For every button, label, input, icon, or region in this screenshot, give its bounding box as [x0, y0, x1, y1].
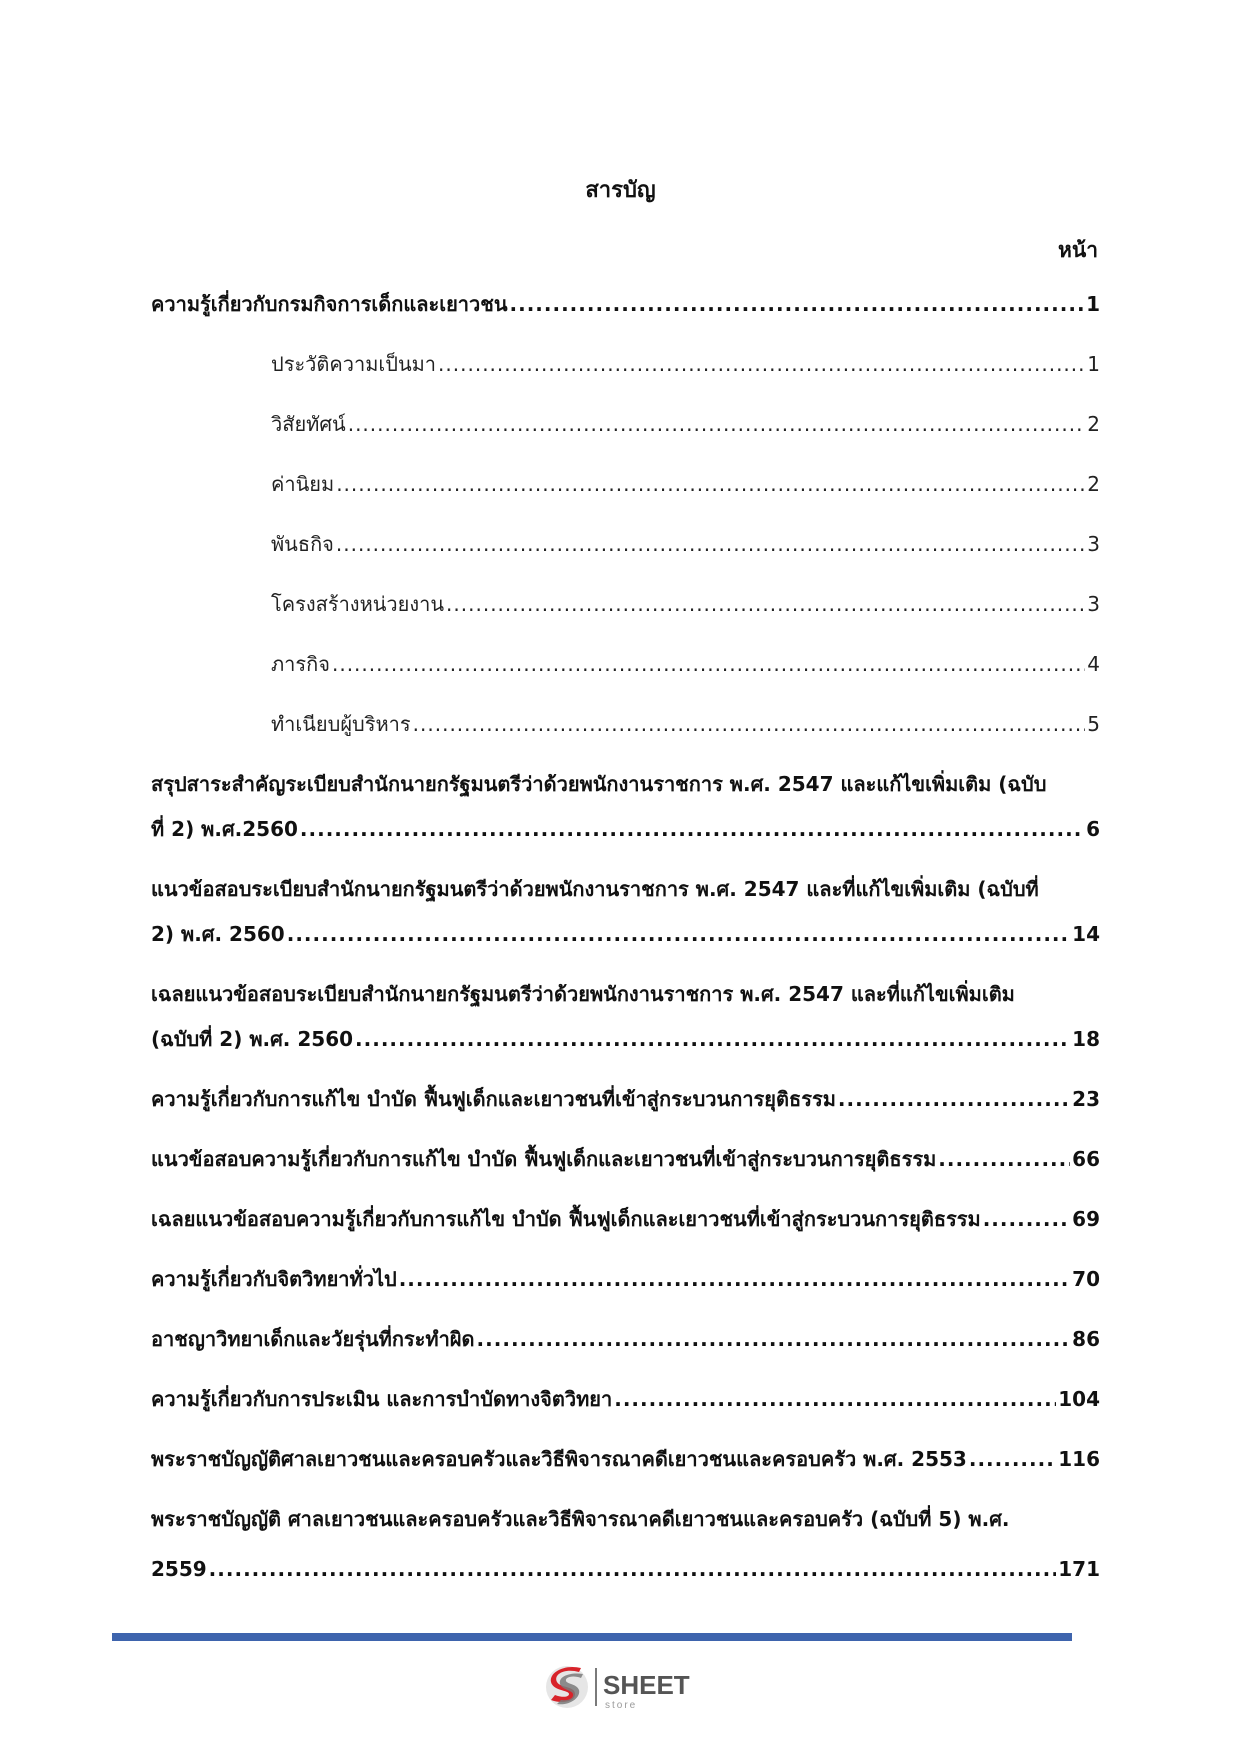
toc-entry-label: ความรู้เกี่ยวกับการประเมิน และการบำบัดทางจิตวิทยา [151, 1387, 613, 1411]
toc-entry[interactable] [151, 1385, 1100, 1413]
toc-entry-page: 70 [1072, 1267, 1100, 1291]
toc-entry-page: 23 [1072, 1087, 1100, 1111]
toc-entry-label: แนวข้อสอบความรู้เกี่ยวกับการแก้ไข บำบัด ฟื้นฟูเด็กและเยาวชนที่เข้าสู่กระบวนการยุติธรรม [151, 1147, 937, 1171]
toc-entry-page: 14 [1072, 922, 1100, 946]
toc-entry-line1[interactable] [151, 875, 1100, 903]
toc-entry-page: 116 [1058, 1447, 1100, 1471]
toc-entry[interactable] [151, 1445, 1100, 1473]
toc-entry-label: ความรู้เกี่ยวกับการแก้ไข บำบัด ฟื้นฟูเด็กและเยาวชนที่เข้าสู่กระบวนการยุติธรรม [151, 1087, 836, 1111]
toc-entry-label: ที่ 2) พ.ศ.2560 [151, 817, 298, 841]
toc-entry[interactable] [151, 1555, 1100, 1583]
toc-leader-dots [446, 590, 1085, 618]
toc-entry-label: ประวัติความเป็นมา [271, 352, 437, 376]
svg-text:store: store [605, 1700, 638, 1711]
page-column-header: หน้า [1058, 238, 1098, 262]
toc-leader-dots [399, 1265, 1070, 1293]
toc-leader-dots [438, 350, 1085, 378]
toc-leader-dots [510, 290, 1085, 318]
toc-leader-dots [209, 1555, 1057, 1583]
toc-entry-label: (ฉบับที่ 2) พ.ศ. 2560 [151, 1027, 354, 1051]
toc-subentry[interactable] [271, 650, 1100, 678]
toc-subentry[interactable] [271, 410, 1100, 438]
toc-leader-dots [969, 1445, 1056, 1473]
toc-subentry[interactable] [271, 530, 1100, 558]
toc-entry-label: สรุปสาระสำคัญระเบียบสำนักนายกรัฐมนตรีว่าด้วยพนักงานราชการ พ.ศ. 2547 และแก้ไขเพิ่มเติม (ฉบับ [151, 772, 1047, 796]
toc-leader-dots [300, 815, 1084, 843]
footer-rule [112, 1633, 1072, 1641]
toc-entry-label: ความรู้เกี่ยวกับกรมกิจการเด็กและเยาวชน [151, 292, 508, 316]
toc-leader-dots [838, 1085, 1070, 1113]
toc-leader-dots [336, 530, 1085, 558]
toc-subentry[interactable] [271, 710, 1100, 738]
toc-entry[interactable] [151, 1325, 1100, 1353]
toc-entry-label: ทำเนียบผู้บริหาร [271, 712, 411, 736]
toc-entry-label: วิสัยทัศน์ [271, 412, 346, 436]
toc-entry-page: 86 [1072, 1327, 1100, 1351]
toc-entry-page: 104 [1058, 1387, 1100, 1411]
toc-entry-page: 5 [1087, 712, 1100, 736]
toc-leader-dots [477, 1325, 1071, 1353]
toc-leader-dots [332, 650, 1085, 678]
toc-entry-label: โครงสร้างหน่วยงาน [271, 592, 445, 616]
toc-leader-dots [938, 1145, 1070, 1173]
toc-entry-page: 6 [1086, 817, 1100, 841]
toc-entry[interactable] [151, 920, 1100, 948]
toc-entry-label: พันธกิจ [271, 532, 334, 556]
toc-leader-dots [614, 1385, 1056, 1413]
toc-entry-page: 1 [1087, 352, 1100, 376]
toc-entry-label: ความรู้เกี่ยวกับจิตวิทยาทั่วไป [151, 1267, 397, 1291]
page-title: สารบัญ [585, 178, 656, 203]
toc-entry-label: พระราชบัญญัติศาลเยาวชนและครอบครัวและวิธีพิจารณาคดีเยาวชนและครอบครัว พ.ศ. 2553 [151, 1447, 967, 1471]
sheet-store-logo-icon [543, 1660, 713, 1714]
toc-subentry[interactable] [271, 470, 1100, 498]
toc-entry-label: พระราชบัญญัติ ศาลเยาวชนและครอบครัวและวิธีพิจารณาคดีเยาวชนและครอบครัว (ฉบับที่ 5) พ.ศ. [151, 1507, 1010, 1531]
toc-entry-page: 2 [1087, 472, 1100, 496]
toc-entry-page: 2 [1087, 412, 1100, 436]
toc-leader-dots [413, 710, 1086, 738]
toc-leader-dots [983, 1205, 1070, 1233]
toc-entry[interactable] [151, 1085, 1100, 1113]
toc-entry-label: 2559 [151, 1557, 207, 1581]
toc-entry-page: 3 [1087, 592, 1100, 616]
toc-entry[interactable] [151, 1205, 1100, 1233]
toc-entry-label: ภารกิจ [271, 652, 330, 676]
toc-entry-label: เฉลยแนวข้อสอบความรู้เกี่ยวกับการแก้ไข บำบัด ฟื้นฟูเด็กและเยาวชนที่เข้าสู่กระบวนการยุติธรรม [151, 1207, 981, 1231]
toc-leader-dots [355, 1025, 1070, 1053]
toc-entry[interactable] [151, 1145, 1100, 1173]
toc-entry-label: เฉลยแนวข้อสอบระเบียบสำนักนายกรัฐมนตรีว่าด้วยพนักงานราชการ พ.ศ. 2547 และที่แก้ไขเพิ่มเติม [151, 982, 1015, 1006]
toc-entry-page: 69 [1072, 1207, 1100, 1231]
toc-leader-dots [287, 920, 1070, 948]
toc-entry-page: 171 [1058, 1557, 1100, 1581]
toc-entry-label: อาชญาวิทยาเด็กและวัยรุ่นที่กระทำผิด [151, 1327, 475, 1351]
toc-entry-page: 1 [1086, 292, 1100, 316]
toc-entry[interactable] [151, 1265, 1100, 1293]
toc-entry-page: 3 [1087, 532, 1100, 556]
toc-subentry[interactable] [271, 350, 1100, 378]
toc-entry[interactable] [151, 290, 1100, 318]
toc-entry-label: 2) พ.ศ. 2560 [151, 922, 285, 946]
toc-entry-page: 4 [1087, 652, 1100, 676]
toc-entry-page: 66 [1072, 1147, 1100, 1171]
toc-entry-label: ค่านิยม [271, 472, 335, 496]
toc-leader-dots [348, 410, 1086, 438]
toc-entry-line1[interactable] [151, 1505, 1100, 1533]
svg-text:SHEET: SHEET [603, 1670, 690, 1700]
toc-entry-line1[interactable] [151, 770, 1100, 798]
sheet-store-logo [543, 1660, 713, 1714]
toc-entry[interactable] [151, 815, 1100, 843]
toc-entry-page: 18 [1072, 1027, 1100, 1051]
toc-entry-label: แนวข้อสอบระเบียบสำนักนายกรัฐมนตรีว่าด้วยพนักงานราชการ พ.ศ. 2547 และที่แก้ไขเพิ่มเติม (ฉบับที่ [151, 877, 1039, 901]
toc-leader-dots [336, 470, 1085, 498]
toc-entry[interactable] [151, 1025, 1100, 1053]
toc-entry-line1[interactable] [151, 980, 1100, 1008]
toc-subentry[interactable] [271, 590, 1100, 618]
